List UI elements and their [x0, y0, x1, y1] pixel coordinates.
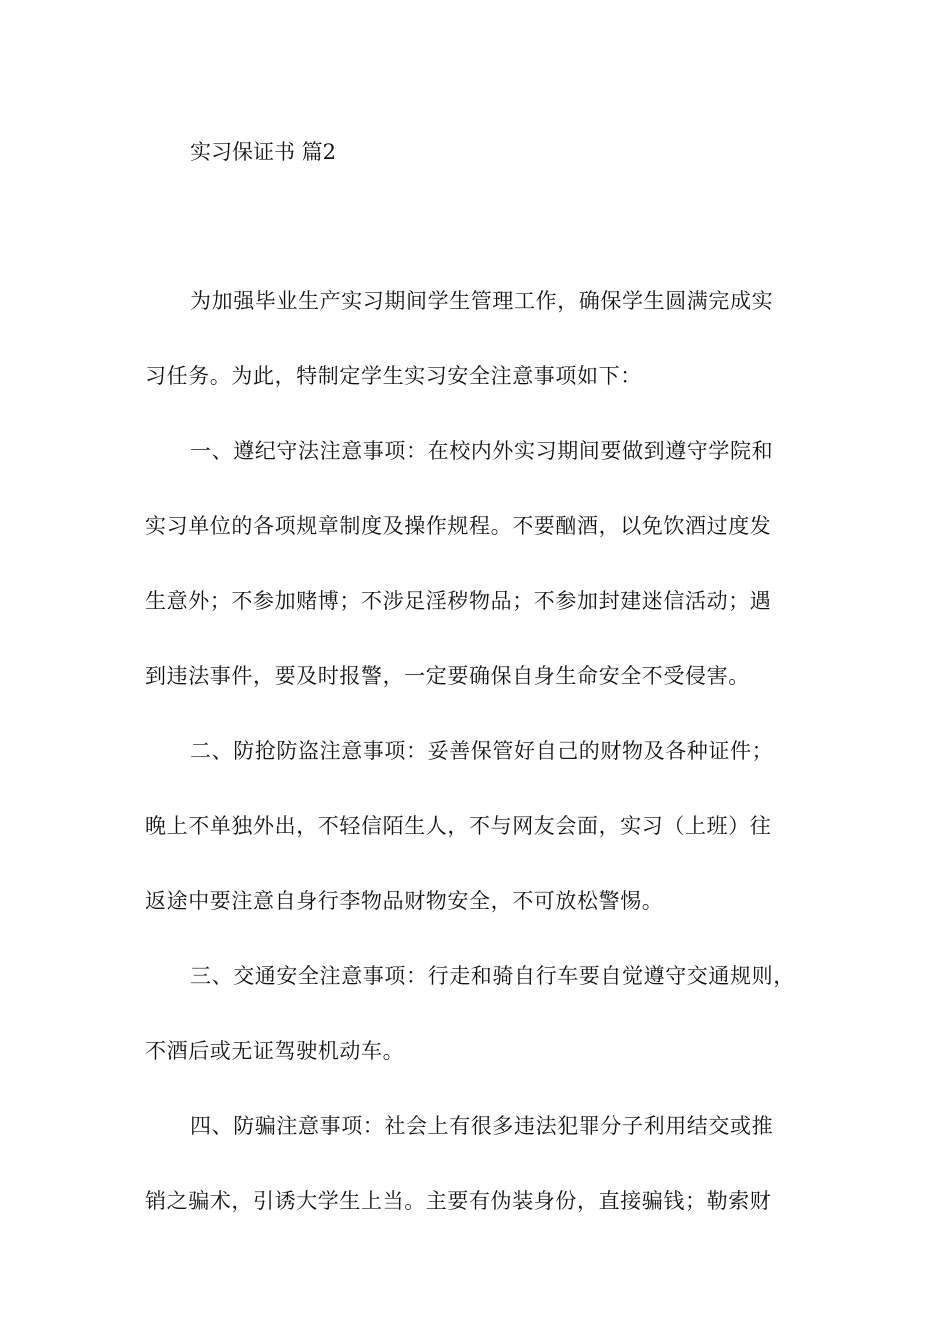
paragraph-line: 生意外；不参加赌博；不涉足淫秽物品；不参加封建迷信活动；遇	[145, 589, 772, 613]
paragraph-line: 销之骗术，引诱大学生上当。主要有伪装身份，直接骗钱；勒索财	[145, 1189, 772, 1213]
paragraph-line: 到违法事件，要及时报警，一定要确保自身生命安全不受侵害。	[145, 664, 750, 688]
paragraph-line: 晚上不单独外出，不轻信陌生人，不与网友会面，实习（上班）往	[145, 814, 772, 838]
paragraph-line: 习任务。为此，特制定学生实习安全注意事项如下：	[145, 364, 642, 388]
paragraph-line: 二、防抢防盗注意事项：妥善保管好自己的财物及各种证件；	[190, 739, 774, 763]
paragraph-line: 三、交通安全注意事项：行走和骑自行车要自觉遵守交通规则，	[190, 964, 795, 988]
paragraph-line: 返途中要注意自身行李物品财物安全，不可放松警惕。	[145, 889, 664, 913]
paragraph-line: 实习单位的各项规章制度及操作规程。不要酗酒，以免饮酒过度发	[145, 514, 772, 538]
document-title: 实习保证书 篇2	[190, 140, 337, 164]
paragraph-line: 四、防骗注意事项：社会上有很多违法犯罪分子利用结交或推	[190, 1114, 774, 1138]
paragraph-line: 为加强毕业生产实习期间学生管理工作，确保学生圆满完成实	[190, 289, 774, 313]
paragraph-line: 不酒后或无证驾驶机动车。	[145, 1039, 405, 1063]
paragraph-line: 一、遵纪守法注意事项：在校内外实习期间要做到遵守学院和	[190, 439, 774, 463]
